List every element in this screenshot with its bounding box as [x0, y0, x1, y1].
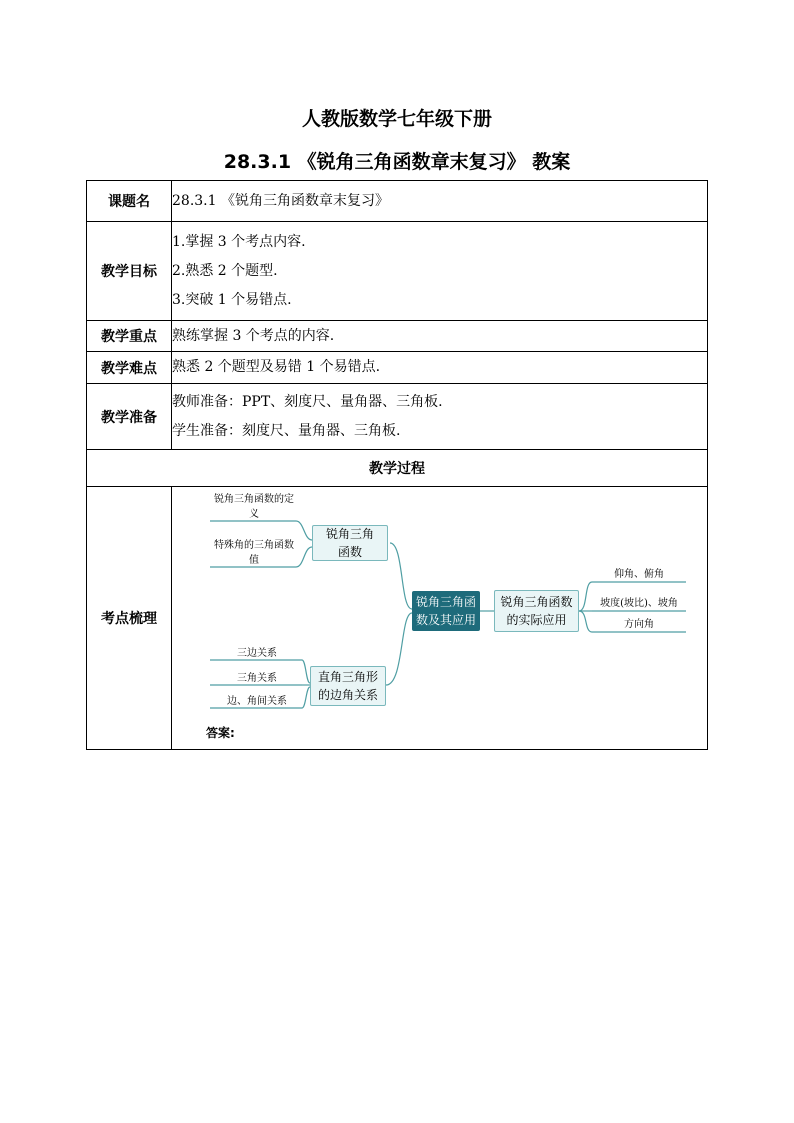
row-label-key-points: 教学重点	[87, 321, 172, 352]
row-label-review: 考点梳理	[87, 487, 172, 750]
connector	[386, 613, 412, 685]
leaf-three-sides: 三边关系	[237, 648, 277, 659]
prep-item: 学生准备：刻度尺、量角器、三角板.	[172, 422, 401, 439]
table-row	[87, 181, 708, 222]
goal-item: 2.熟悉 2 个题型.	[172, 262, 278, 279]
branch-applications: 锐角三角函数的实际应用	[494, 590, 579, 632]
table-row	[87, 222, 708, 321]
center-topic: 锐角三角函数及其应用	[412, 591, 480, 631]
row-value-topic: 28.3.1 《锐角三角函数章末复习》	[172, 181, 708, 222]
row-value-goals	[172, 222, 708, 321]
lesson-plan-table	[86, 180, 708, 750]
connector	[302, 660, 310, 683]
connector	[296, 547, 312, 567]
row-label-preparation: 教学准备	[87, 384, 172, 450]
leaf-three-angles: 三角关系	[237, 673, 277, 684]
table-row	[87, 321, 708, 352]
prep-item: 教师准备：PPT、刻度尺、量角器、三角板.	[172, 393, 443, 410]
leaf-direction-angle: 方向角	[624, 619, 654, 630]
branch-right-triangle: 直角三角形的边角关系	[310, 666, 386, 706]
mindmap-cell	[172, 487, 708, 750]
table-row	[87, 384, 708, 450]
connector	[579, 582, 592, 611]
row-value-preparation	[172, 384, 708, 450]
goal-item: 1.掌握 3 个考点内容.	[172, 233, 306, 250]
connector	[579, 611, 592, 632]
connector	[390, 543, 412, 609]
connector	[296, 521, 312, 540]
row-label-difficulties: 教学难点	[87, 352, 172, 384]
leaf-special-values: 特殊角的三角函数值	[214, 540, 294, 566]
table-row	[87, 450, 708, 487]
row-value-difficulties: 熟悉 2 个题型及易错 1 个易错点.	[172, 352, 708, 384]
goal-item: 3.突破 1 个易错点.	[172, 291, 292, 308]
leaf-slope: 坡度(坡比)、坡角	[600, 598, 678, 609]
connector	[302, 687, 310, 708]
lesson-title: 28.3.1 《锐角三角函数章末复习》 教案	[223, 151, 571, 173]
row-label-goals: 教学目标	[87, 222, 172, 321]
row-value-key-points: 熟练掌握 3 个考点的内容.	[172, 321, 708, 352]
process-heading: 教学过程	[87, 450, 708, 487]
table-row	[87, 487, 708, 750]
row-label-topic: 课题名	[87, 181, 172, 222]
branch-acute-functions: 锐角三角函数	[312, 525, 388, 561]
document-title: 人教版数学七年级下册	[301, 108, 492, 130]
leaf-side-angle: 边、角间关系	[227, 696, 287, 707]
mind-map	[172, 487, 708, 749]
table-row	[87, 352, 708, 384]
leaf-elevation-depression: 仰角、俯角	[614, 569, 664, 580]
leaf-definition: 锐角三角函数的定义	[214, 494, 294, 520]
answer-label: 答案:	[206, 726, 235, 740]
